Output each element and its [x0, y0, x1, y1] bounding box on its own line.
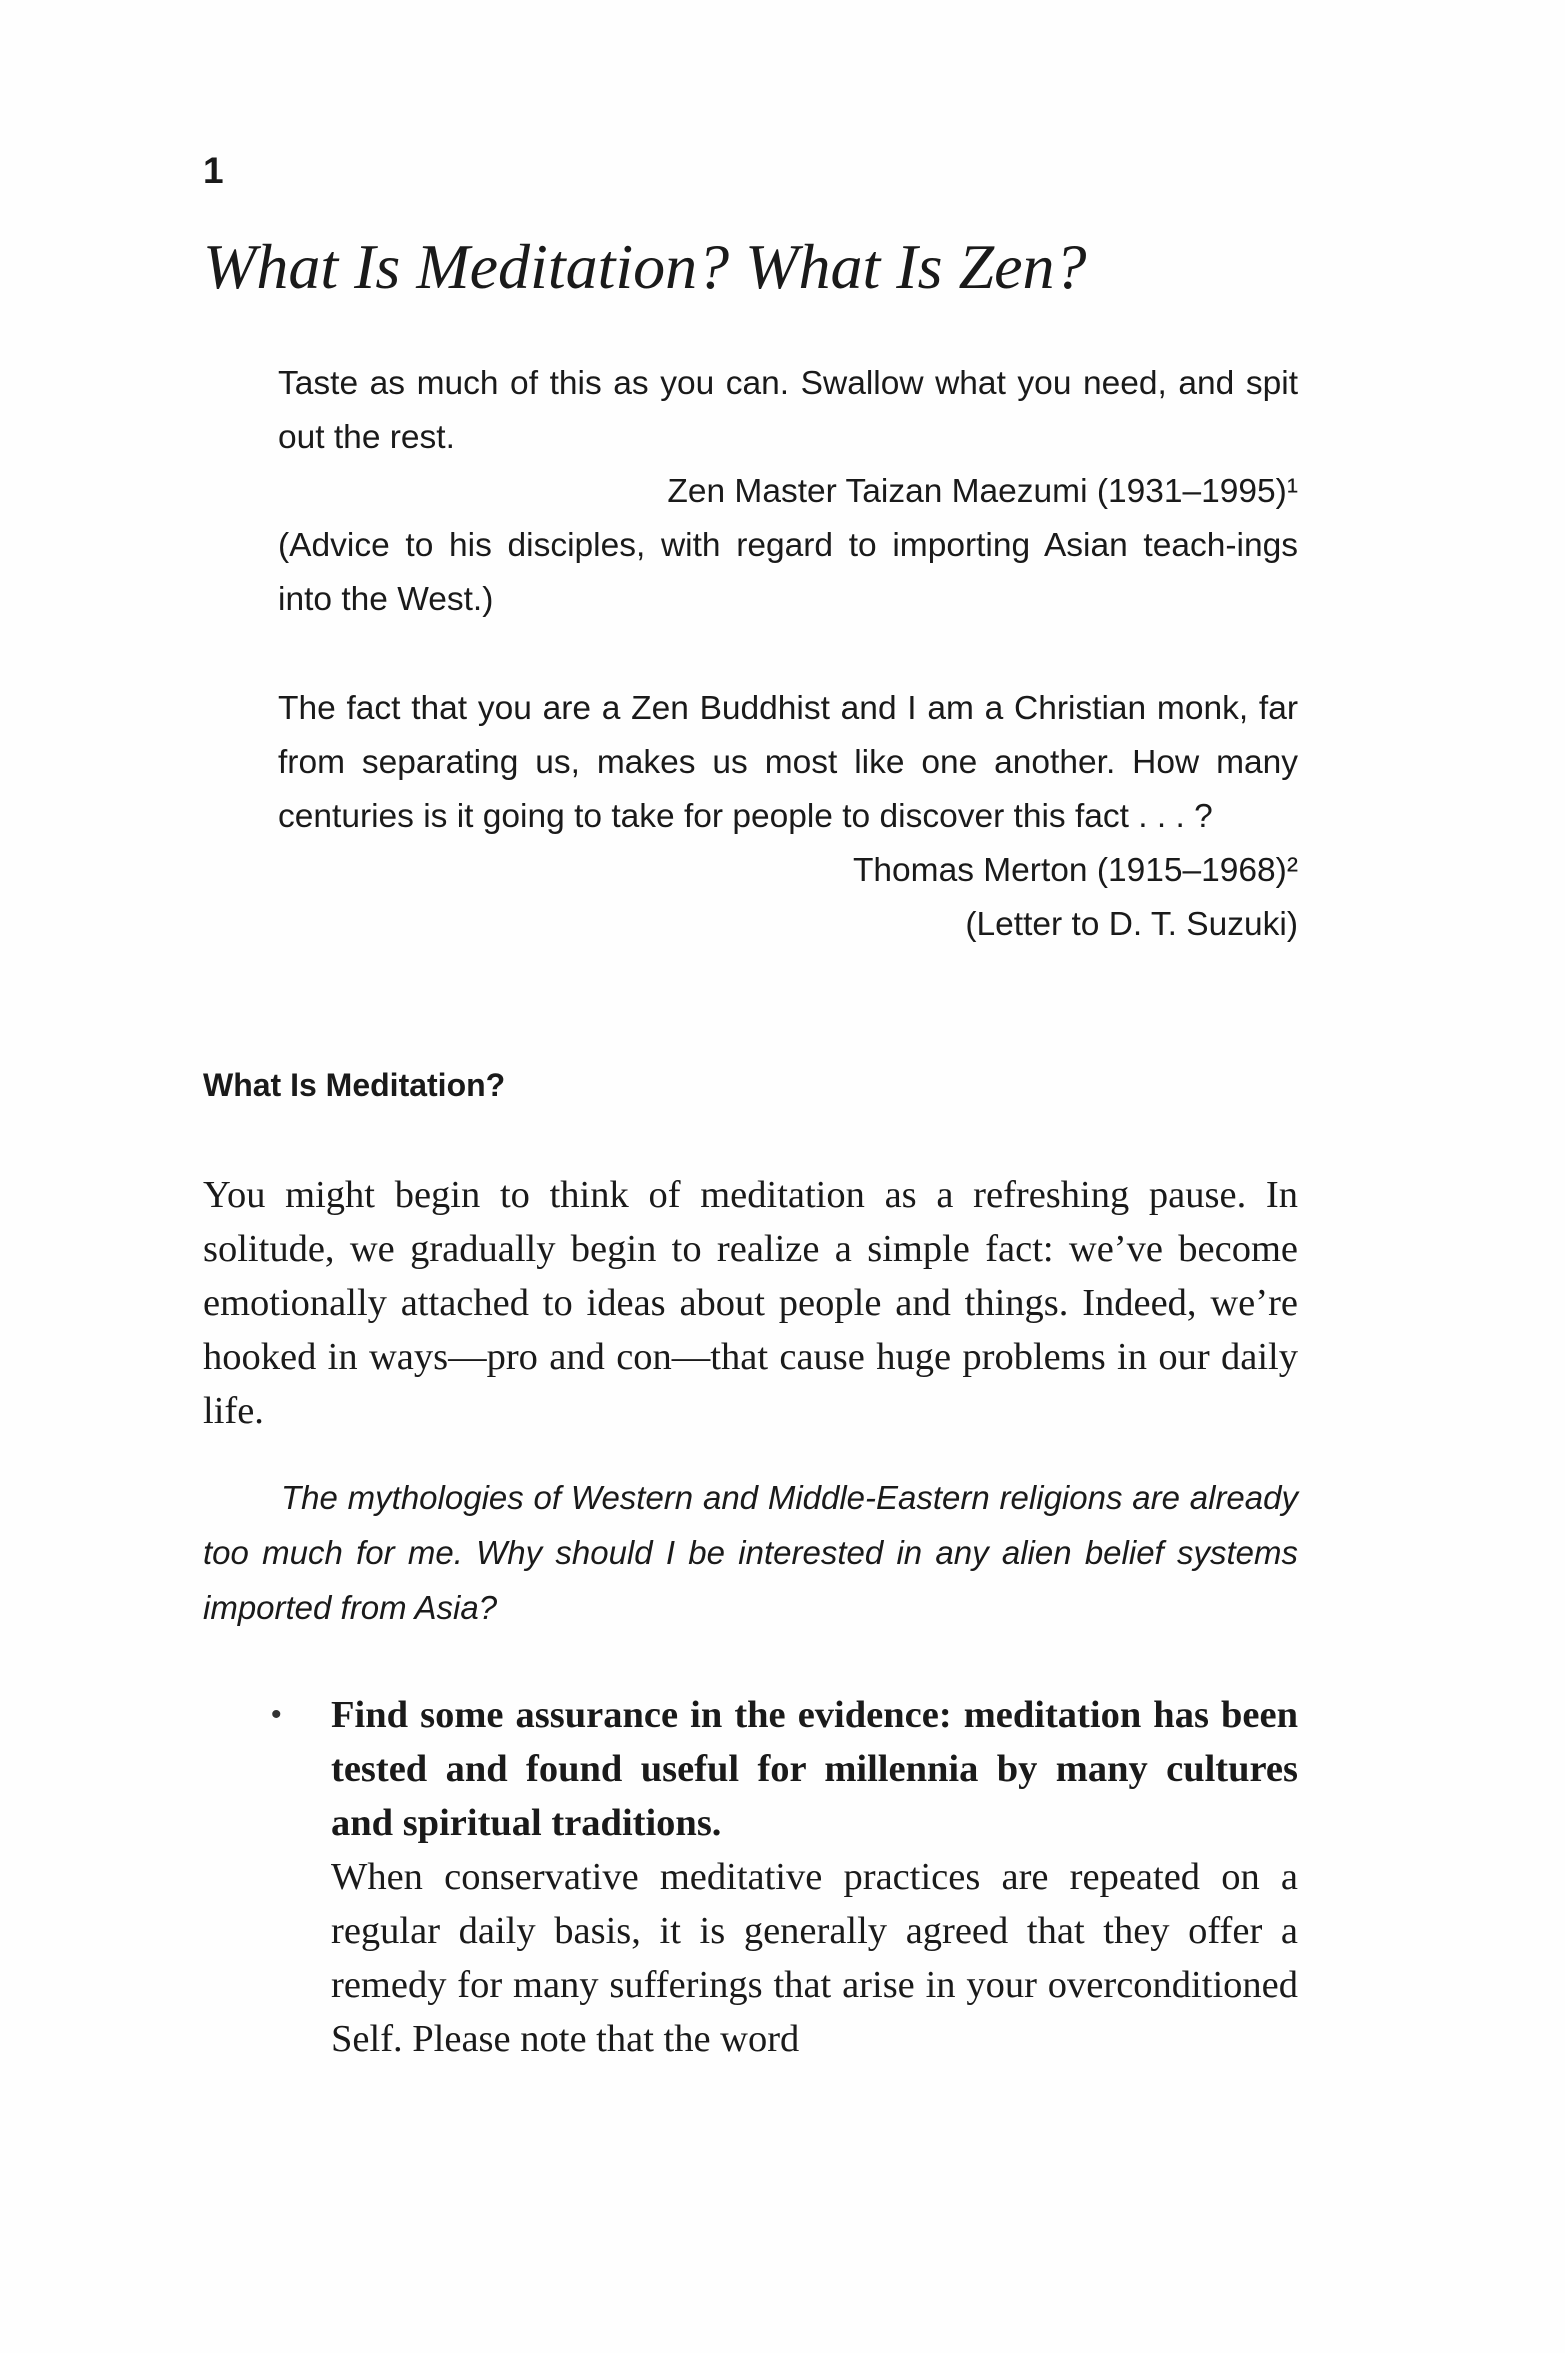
bullet-item	[203, 1688, 1298, 2066]
epigraph-quote: The fact that you are a Zen Buddhist and I am a Christian monk, far from separating us, makes us most like one another. How many centuries is it going to take for people to discover this fact . . . ?	[278, 690, 1298, 835]
epigraph-quote: Taste as much of this as you can. Swallow what you need, and spit out the rest.	[278, 365, 1298, 456]
epigraph-maezumi	[278, 357, 1298, 627]
epigraph-note: (Advice to his disciples, with regard to importing Asian teach-ings into the West.)	[278, 527, 1298, 618]
chapter-title: What Is Meditation? What Is Zen?	[203, 231, 1087, 302]
body-paragraph: You might begin to think of meditation as a refreshing pause. In solitude, we gradually begin to realize a simple fact: we’ve become emotionally attached to ideas about people and things. Indeed, we’re hooked in ways—pro and con—that cause huge problems in our daily life.	[203, 1174, 1298, 1432]
epigraph-merton	[278, 682, 1298, 952]
section-heading: What Is Meditation?	[203, 1067, 506, 1103]
bullet-body: When conservative meditative practices are repeated on a regular daily basis, it is generally agreed that they offer a remedy for many sufferings that arise in your overconditioned Self. Please note that the word	[331, 1856, 1298, 2060]
epigraph-note: (Letter to D. T. Suzuki)	[965, 906, 1298, 943]
reader-question: The mythologies of Western and Middle-Eastern religions are already too much for me. Why should I be interested in any alien belief systems imported from Asia?	[203, 1479, 1298, 1626]
epigraph-attribution: Zen Master Taizan Maezumi (1931–1995)¹	[667, 473, 1298, 510]
bullet-icon: •	[271, 1698, 282, 1731]
bullet-heading: Find some assurance in the evidence: meditation has been tested and found useful for millennia by many cultures and spiritual traditions.	[331, 1694, 1298, 1844]
chapter-number: 1	[203, 150, 224, 191]
epigraph-attribution: Thomas Merton (1915–1968)²	[852, 852, 1298, 889]
bullet-content	[331, 1688, 1298, 2066]
